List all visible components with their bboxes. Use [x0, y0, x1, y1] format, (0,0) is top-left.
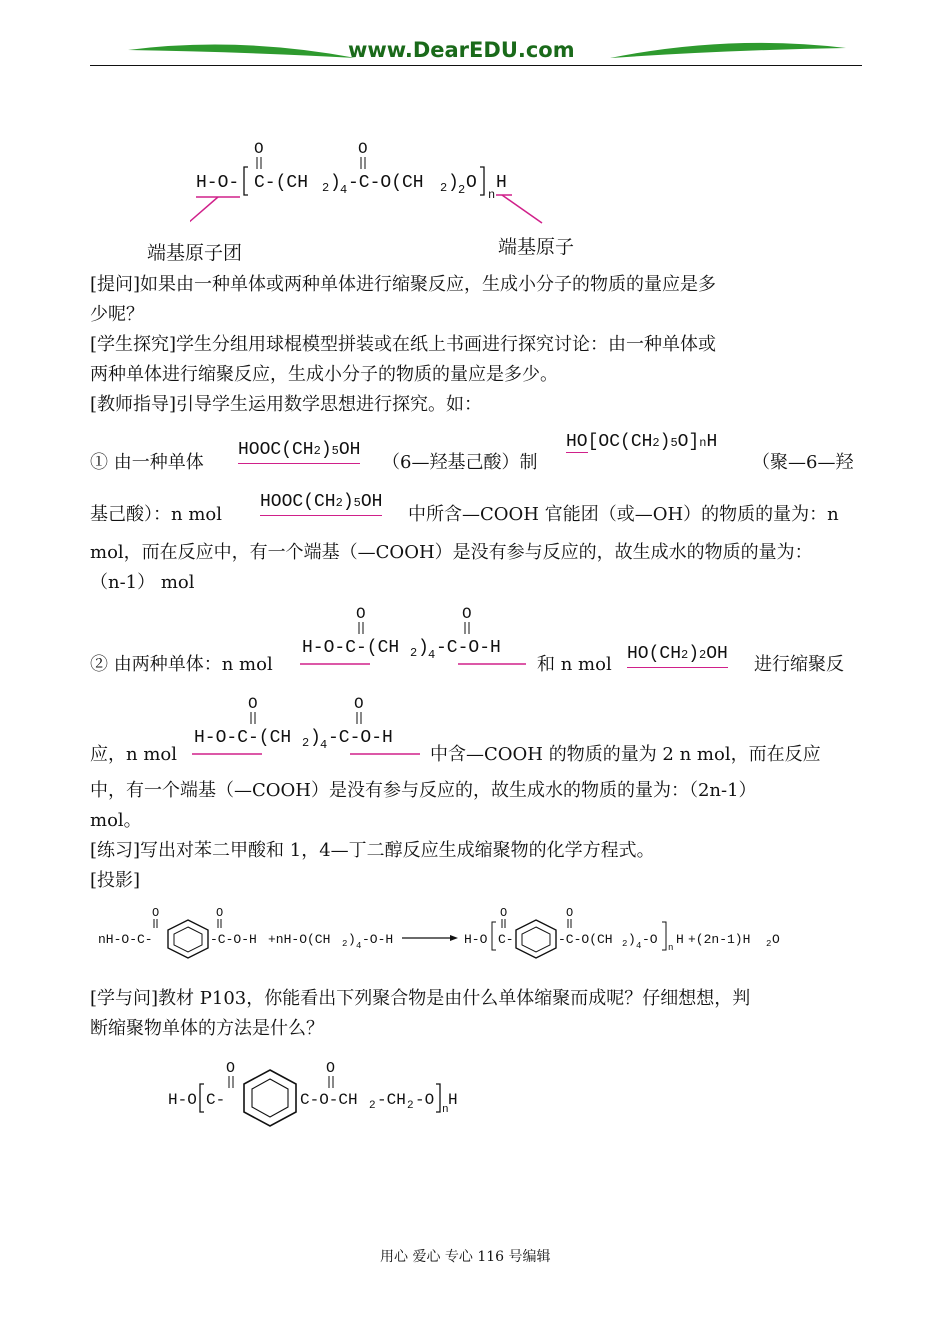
svg-text:2: 2 — [622, 939, 628, 949]
svg-text:O: O — [254, 140, 264, 158]
svg-text:O: O — [566, 906, 574, 920]
svg-text:4: 4 — [356, 941, 362, 951]
svg-text:-O: -O — [642, 932, 658, 947]
question-line-1: [提问]如果由一种单体或两种单体进行缩聚反应，生成小分子的物质的量应是多 — [90, 274, 717, 295]
projection-line: [投影] — [90, 870, 141, 891]
item2-d: mol。 — [90, 810, 142, 831]
end-group-label: 端基原子团 — [147, 242, 243, 264]
svg-text:): ) — [448, 173, 459, 193]
svg-text:-C-O-H: -C-O-H — [210, 932, 257, 947]
formula-poly-hydroxyhexanoic: HO[OC(CH2)5O]nH — [566, 432, 718, 452]
svg-text:O: O — [466, 173, 477, 193]
svg-text:-CH: -CH — [377, 1091, 406, 1109]
svg-text:C-O-CH: C-O-CH — [300, 1091, 358, 1109]
formula-adipic-acid-2 — [190, 690, 426, 758]
svg-text:2: 2 — [458, 183, 466, 197]
svg-text:-O: -O — [415, 1091, 435, 1109]
svg-text:H: H — [676, 932, 684, 947]
question-line-2: 少呢？ — [90, 304, 144, 325]
svg-text:H: H — [448, 1091, 458, 1109]
svg-text:4: 4 — [428, 648, 436, 662]
svg-text:+(2n-1)H: +(2n-1)H — [688, 932, 751, 947]
svg-text:n: n — [668, 943, 674, 953]
svg-text:2: 2 — [440, 181, 448, 195]
svg-text:O: O — [500, 906, 508, 920]
item1-mid: （6—羟基己酸）制 — [382, 452, 538, 473]
item2-tail: 进行缩聚反 — [754, 654, 844, 675]
svg-text:-C-O-H: -C-O-H — [328, 728, 393, 748]
svg-text:n: n — [488, 188, 496, 202]
item2-b-tail: 中含—COOH 的物质的量为 2 n mol，而在反应 — [430, 744, 821, 765]
svg-text:4: 4 — [340, 183, 348, 197]
svg-text:H-O-C-(CH: H-O-C-(CH — [302, 638, 400, 658]
svg-text:C-: C- — [498, 932, 514, 947]
leaf-right-icon — [610, 38, 850, 66]
practice-line: [练习]写出对苯二甲酸和 1，4—丁二醇反应生成缩聚物的化学方程式。 — [90, 840, 655, 861]
svg-text:O: O — [356, 605, 366, 623]
leaf-left-icon — [128, 38, 358, 66]
teacher-guide-line: [教师指导]引导学生运用数学思想进行探究。如： — [90, 394, 483, 415]
svg-text:+nH-O(CH: +nH-O(CH — [268, 932, 331, 947]
item2-and: 和 n mol — [537, 654, 612, 675]
reaction-equation — [96, 900, 836, 962]
inquiry-line-1: [学生探究]学生分组用球棍模型拼装或在纸上书画进行探究讨论：由一种单体或 — [90, 334, 717, 355]
question-p103-line-2: 断缩聚物单体的方法是什么？ — [90, 1018, 324, 1039]
svg-text:-C-O-H: -C-O-H — [436, 638, 501, 658]
item1-lead: ① 由一种单体 — [90, 452, 204, 473]
svg-text:4: 4 — [320, 738, 328, 752]
page-footer: 用心 爱心 专心 116 号编辑 — [380, 1249, 551, 1265]
svg-text:O: O — [216, 906, 224, 920]
svg-text:O: O — [326, 1060, 336, 1077]
svg-text:O: O — [358, 140, 368, 158]
svg-text:O: O — [354, 695, 364, 713]
question-p103-line-1: [学与问]教材 P103，你能看出下列聚合物是由什么单体缩聚而成呢？仔细想想，判 — [90, 988, 751, 1009]
svg-text:): ) — [418, 638, 429, 658]
svg-text:-C-O(CH: -C-O(CH — [558, 932, 613, 947]
svg-text:nH-O-C-: nH-O-C- — [98, 932, 153, 947]
pet-structure — [166, 1052, 516, 1134]
formula-hooc-ch2-5-oh: HOOC(CH2)5OH — [238, 438, 360, 464]
svg-text:2: 2 — [407, 1100, 414, 1112]
formula-hooc-ch2-5-oh-2: HOOC(CH2)5OH — [260, 490, 382, 516]
svg-text:O: O — [772, 932, 780, 947]
item1-b-lead: 基己酸）：n mol — [90, 504, 222, 525]
svg-text:2: 2 — [322, 181, 330, 195]
item1-b-tail: 中所含—COOH 官能团（或—OH）的物质的量为：n — [408, 504, 839, 525]
svg-text:4: 4 — [636, 941, 642, 951]
item1-d: （n-1） mol — [90, 572, 195, 593]
item2-c: 中，有一个端基（—COOH）是没有参与反应的，故生成水的物质的量为：（2n-1） — [90, 780, 757, 801]
item1-tail: （聚—6—羟 — [752, 452, 854, 473]
item2-lead: ② 由两种单体：n mol — [90, 654, 273, 675]
item1-c: mol，而在反应中，有一个端基（—COOH）是没有参与反应的，故生成水的物质的量为： — [90, 542, 813, 563]
svg-text:H-O-: H-O- — [196, 173, 240, 193]
polyester-structure-figure — [190, 135, 570, 230]
header-rule — [90, 65, 862, 66]
svg-text:n: n — [442, 1104, 449, 1116]
svg-text:H-O: H-O — [464, 932, 488, 947]
inquiry-line-2: 两种单体进行缩聚反应，生成小分子的物质的量应是多少。 — [90, 364, 558, 385]
svg-text:2: 2 — [369, 1100, 376, 1112]
svg-text:): ) — [628, 932, 636, 947]
svg-text:2: 2 — [302, 736, 310, 750]
svg-text:-O-H: -O-H — [362, 932, 394, 947]
svg-text:): ) — [310, 728, 321, 748]
site-logo: www.DearEDU.com — [348, 38, 575, 62]
item2-b-lead: 应，n mol — [90, 744, 177, 765]
svg-text:2: 2 — [766, 939, 772, 949]
formula-adipic-acid — [298, 600, 530, 668]
svg-text:H-O: H-O — [168, 1091, 197, 1109]
svg-text:): ) — [348, 932, 356, 947]
svg-text:-C-O(CH: -C-O(CH — [348, 173, 424, 193]
svg-text:C-(CH: C-(CH — [254, 173, 309, 193]
svg-text:O: O — [462, 605, 472, 623]
svg-text:O: O — [152, 906, 160, 920]
svg-text:O: O — [226, 1060, 236, 1077]
svg-text:O: O — [248, 695, 258, 713]
svg-text:2: 2 — [410, 646, 418, 660]
svg-text:C-: C- — [206, 1091, 226, 1109]
svg-text:): ) — [330, 173, 341, 193]
page-header — [90, 36, 862, 68]
svg-text:2: 2 — [342, 939, 348, 949]
formula-ethylene-glycol: HO(CH2)2OH — [627, 642, 728, 668]
end-atom-label: 端基原子 — [498, 236, 575, 258]
svg-text:H-O-C-(CH: H-O-C-(CH — [194, 728, 292, 748]
svg-text:H: H — [496, 173, 507, 193]
